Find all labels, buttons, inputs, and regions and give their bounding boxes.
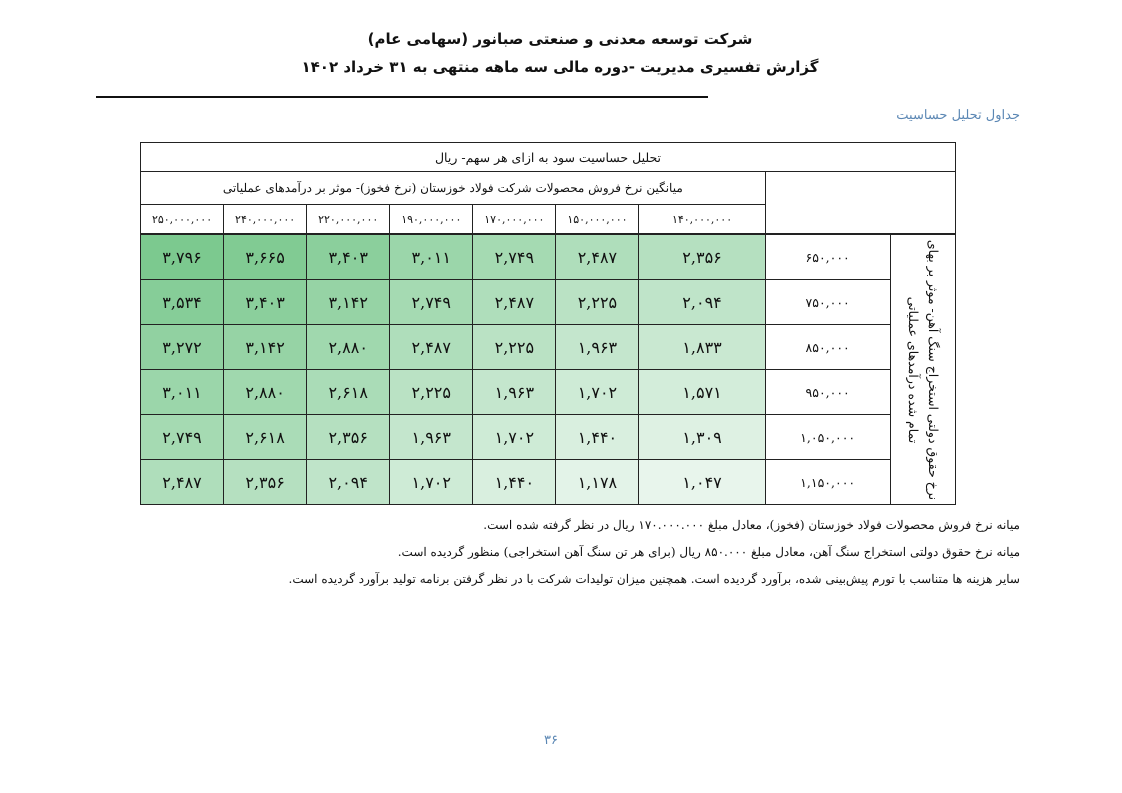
table-cell: ۲,۶۱۸ bbox=[224, 415, 307, 460]
table-cell: ۲,۴۸۷ bbox=[141, 460, 224, 505]
note-3: سایر هزینه ها متناسب با تورم پیش‌بینی شده، برآورد گردیده است. همچنین میزان تولیدات شرکت با در نظر گرفتن برنامه تولید برآورد گردیده است. bbox=[288, 572, 1020, 586]
table-cell: ۱,۴۴۰ bbox=[556, 415, 639, 460]
row-header: ۱,۰۵۰,۰۰۰ bbox=[765, 415, 890, 460]
table-cell: ۲,۷۴۹ bbox=[473, 234, 556, 280]
table-cell: ۲,۳۵۶ bbox=[307, 415, 390, 460]
table-title: تحلیل حساسیت سود به ازای هر سهم- ریال bbox=[141, 143, 956, 172]
row-group-label-cell bbox=[890, 234, 955, 505]
table-cell: ۲,۶۱۸ bbox=[307, 370, 390, 415]
sensitivity-table bbox=[140, 142, 956, 505]
column-header: ۲۲۰,۰۰۰,۰۰۰ bbox=[307, 205, 390, 235]
table-cell: ۳,۰۱۱ bbox=[390, 234, 473, 280]
report-title: گزارش تفسیری مدیریت -دوره مالی سه ماهه منتهی به ۳۱ خرداد ۱۴۰۲ bbox=[301, 58, 819, 76]
table-cell: ۱,۹۶۳ bbox=[556, 325, 639, 370]
table-cell: ۲,۰۹۴ bbox=[639, 280, 765, 325]
note-2: میانه نرخ حقوق دولتی استخراج سنگ آهن، معادل مبلغ ۸۵۰.۰۰۰ ریال (برای هر تن سنگ آهن استخراجی) منظور گردیده است. bbox=[397, 545, 1020, 559]
header-divider bbox=[96, 96, 708, 98]
table-cell: ۱,۵۷۱ bbox=[639, 370, 765, 415]
table-cell: ۳,۱۴۲ bbox=[307, 280, 390, 325]
table-cell: ۳,۱۴۲ bbox=[224, 325, 307, 370]
section-title: جداول تحلیل حساسیت bbox=[896, 108, 1020, 123]
table-cell: ۱,۸۳۳ bbox=[639, 325, 765, 370]
table-cell: ۲,۴۸۷ bbox=[556, 234, 639, 280]
table-cell: ۲,۷۴۹ bbox=[141, 415, 224, 460]
table-cell: ۱,۷۰۲ bbox=[556, 370, 639, 415]
table-cell: ۳,۷۹۶ bbox=[141, 234, 224, 280]
table-cell: ۱,۴۴۰ bbox=[473, 460, 556, 505]
table-cell: ۱,۳۰۹ bbox=[639, 415, 765, 460]
column-header: ۲۴۰,۰۰۰,۰۰۰ bbox=[224, 205, 307, 235]
table-cell: ۳,۴۰۳ bbox=[307, 234, 390, 280]
table-row bbox=[141, 325, 956, 370]
column-group-label: میانگین نرخ فروش محصولات شرکت فولاد خوزستان (نرخ فخوز)- موثر بر درآمدهای عملیاتی bbox=[141, 172, 766, 205]
table-cell: ۲,۲۲۵ bbox=[556, 280, 639, 325]
row-header: ۸۵۰,۰۰۰ bbox=[765, 325, 890, 370]
table-cell: ۳,۵۳۴ bbox=[141, 280, 224, 325]
table-cell: ۳,۶۶۵ bbox=[224, 234, 307, 280]
column-header: ۲۵۰,۰۰۰,۰۰۰ bbox=[141, 205, 224, 235]
table-cell: ۲,۲۲۵ bbox=[390, 370, 473, 415]
table-cell: ۱,۷۰۲ bbox=[390, 460, 473, 505]
table-cell: ۱,۷۰۲ bbox=[473, 415, 556, 460]
page-number: ۳۶ bbox=[544, 733, 558, 748]
table-cell: ۳,۲۷۲ bbox=[141, 325, 224, 370]
table-cell: ۱,۰۴۷ bbox=[639, 460, 765, 505]
table-row bbox=[141, 370, 956, 415]
table-row bbox=[141, 415, 956, 460]
note-1: میانه نرخ فروش محصولات فولاد خوزستان (فخوز)، معادل مبلغ ۱۷۰.۰۰۰.۰۰۰ ریال در نظر گرفته شده است. bbox=[483, 518, 1020, 532]
corner-cell bbox=[765, 172, 955, 235]
column-header: ۱۷۰,۰۰۰,۰۰۰ bbox=[473, 205, 556, 235]
table-cell: ۲,۷۴۹ bbox=[390, 280, 473, 325]
table-row bbox=[141, 280, 956, 325]
table-cell: ۱,۱۷۸ bbox=[556, 460, 639, 505]
table-cell: ۲,۴۸۷ bbox=[390, 325, 473, 370]
table-cell: ۳,۰۱۱ bbox=[141, 370, 224, 415]
table-cell: ۲,۳۵۶ bbox=[224, 460, 307, 505]
table-row bbox=[141, 234, 956, 280]
row-header: ۷۵۰,۰۰۰ bbox=[765, 280, 890, 325]
table-cell: ۳,۴۰۳ bbox=[224, 280, 307, 325]
row-header: ۹۵۰,۰۰۰ bbox=[765, 370, 890, 415]
column-header: ۱۹۰,۰۰۰,۰۰۰ bbox=[390, 205, 473, 235]
table-cell: ۲,۰۹۴ bbox=[307, 460, 390, 505]
table-cell: ۱,۹۶۳ bbox=[390, 415, 473, 460]
table-cell: ۲,۴۸۷ bbox=[473, 280, 556, 325]
column-header: ۱۵۰,۰۰۰,۰۰۰ bbox=[556, 205, 639, 235]
table-cell: ۲,۲۲۵ bbox=[473, 325, 556, 370]
company-title: شرکت توسعه معدنی و صنعتی صبانور (سهامی عام) bbox=[367, 30, 753, 48]
row-header: ۶۵۰,۰۰۰ bbox=[765, 234, 890, 280]
row-header: ۱,۱۵۰,۰۰۰ bbox=[765, 460, 890, 505]
table-cell: ۲,۸۸۰ bbox=[307, 325, 390, 370]
table-row bbox=[141, 460, 956, 505]
row-group-label: نرخ حقوق دولتی استخراج سنگ آهن- موثر بر بهای تمام شده درآمدهای عملیاتی bbox=[905, 239, 941, 500]
table-cell: ۲,۳۵۶ bbox=[639, 234, 765, 280]
table-cell: ۱,۹۶۳ bbox=[473, 370, 556, 415]
column-header: ۱۴۰,۰۰۰,۰۰۰ bbox=[639, 205, 765, 235]
table-cell: ۲,۸۸۰ bbox=[224, 370, 307, 415]
